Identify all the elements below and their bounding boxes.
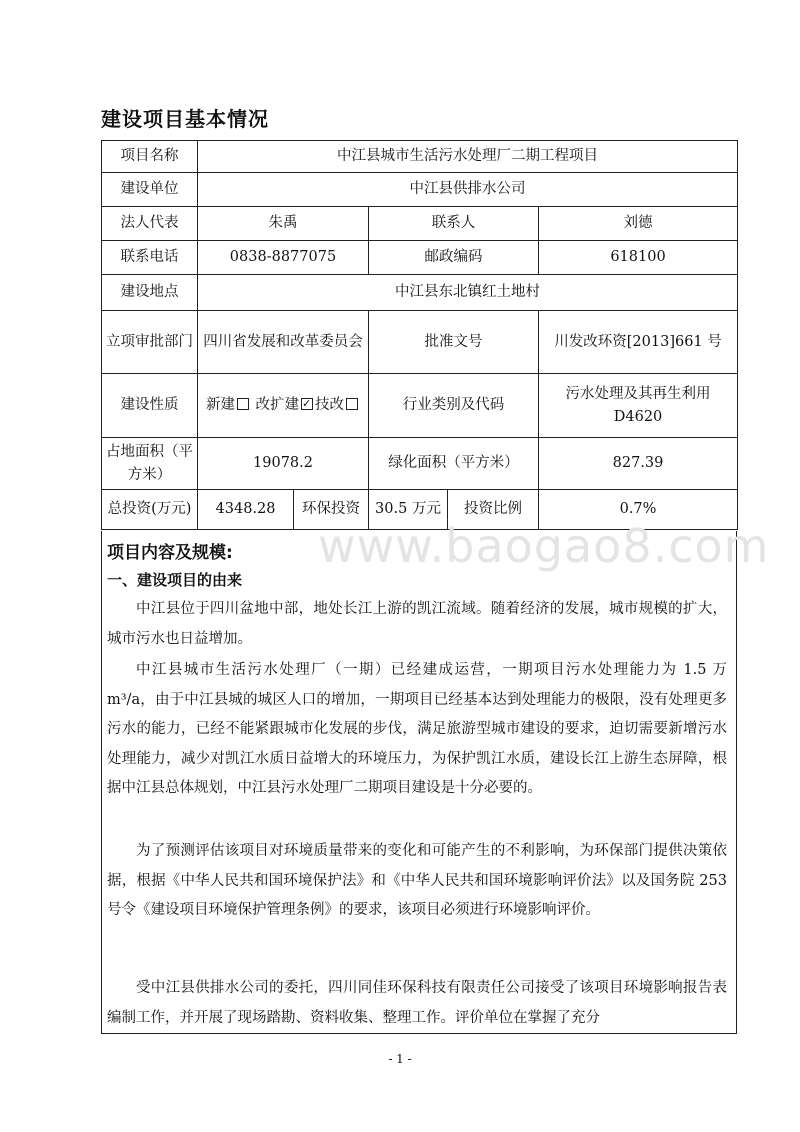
contact-value: 刘德 [539,207,738,241]
nature-tech-label: 技改 [315,397,345,414]
industry-value: 污水处理及其再生利用 D4620 [539,374,738,438]
postcode-value: 618100 [539,241,738,275]
invest-value: 4348.28 [198,490,294,530]
builder-value: 中江县供排水公司 [198,173,738,207]
contact-label: 联系人 [369,207,539,241]
project-info-table [101,140,738,530]
area-label: 占地面积（平方米） [102,438,198,490]
project-content-box [101,531,737,1034]
builder-label: 建设单位 [102,173,198,207]
approval-doc-value: 川发改环资[2013]661 号 [539,311,738,374]
nature-tech-checkbox[interactable] [346,398,358,410]
table-row [102,490,738,530]
paragraph: 中江县位于四川盆地中部，地处长江上游的凯江流域。随着经济的发展，城市规模的扩大，城市污水也日益增加。 [107,601,727,647]
green-value: 827.39 [539,438,738,490]
subsection-title: 一、建设项目的由来 [107,571,243,589]
area-value: 19078.2 [198,438,369,490]
approval-doc-label: 批准文号 [369,311,539,374]
industry-label: 行业类别及代码 [369,374,539,438]
ratio-label: 投资比例 [448,490,539,530]
paragraph: 受中江县供排水公司的委托，四川同佳环保科技有限责任公司接受了该项目环境影响报告表编制工作，并开展了现场踏勘、资料收集、整理工作。评价单位在掌握了充分 [107,980,727,1026]
section-title: 项目内容及规模: [107,543,233,563]
location-label: 建设地点 [102,275,198,311]
legal-rep-value: 朱禹 [198,207,369,241]
phone-value: 0838-8877075 [198,241,369,275]
env-invest-label: 环保投资 [294,490,369,530]
nature-new-checkbox[interactable] [237,398,249,410]
nature-expand-checkbox[interactable] [301,398,313,410]
approval-dept-label: 立项审批部门 [102,311,198,374]
nature-value [198,374,369,438]
legal-rep-label: 法人代表 [102,207,198,241]
project-name-value: 中江县城市生活污水处理厂二期工程项目 [198,141,738,173]
invest-label: 总投资(万元) [102,490,198,530]
page-number: - 1 - [388,1052,412,1066]
ratio-value: 0.7% [539,490,738,530]
table-row [102,141,738,173]
page-title: 建设项目基本情况 [101,107,269,131]
nature-new-label: 新建 [205,397,235,414]
table-row [102,311,738,374]
approval-dept-value: 四川省发展和改革委员会 [198,311,369,374]
table-row [102,241,738,275]
table-row [102,207,738,241]
nature-expand-label: 改扩建 [255,397,300,414]
watermark: www.baogao8.com [318,519,770,573]
table-row [102,173,738,207]
table-row [102,438,738,490]
nature-label: 建设性质 [102,374,198,438]
green-label: 绿化面积（平方米） [369,438,539,490]
table-row [102,374,738,438]
location-value: 中江县东北镇红土地村 [198,275,738,311]
table-row [102,275,738,311]
postcode-label: 邮政编码 [369,241,539,275]
paragraph: 中江县城市生活污水处理厂（一期）已经建成运营，一期项目污水处理能力为 1.5 万 m³/a，由于中江县城的城区人口的增加，一期项目已经基本达到处理能力的极限，没有处理更多污水的能力，已经不能紧跟城市化发展的步伐，满足旅游型城市建设的要求，迫切需要新增污水处理能力，减少对凯江水质日益增大的环境压力，为保护凯江水质，建设长江上游生态屏障，根据中江县总体规划，中江县污水处理厂二期项目建设是十分必要的。 [107,662,727,796]
env-invest-value: 30.5 万元 [369,490,448,530]
paragraph: 为了预测评估该项目对环境质量带来的变化和可能产生的不利影响，为环保部门提供决策依据，根据《中华人民共和国环境保护法》和《中华人民共和国环境影响评价法》以及国务院 253 号令《建设项目环境保护管理条例》的要求，该项目必须进行环境影响评价。 [107,843,727,918]
phone-label: 联系电话 [102,241,198,275]
project-name-label: 项目名称 [102,141,198,173]
